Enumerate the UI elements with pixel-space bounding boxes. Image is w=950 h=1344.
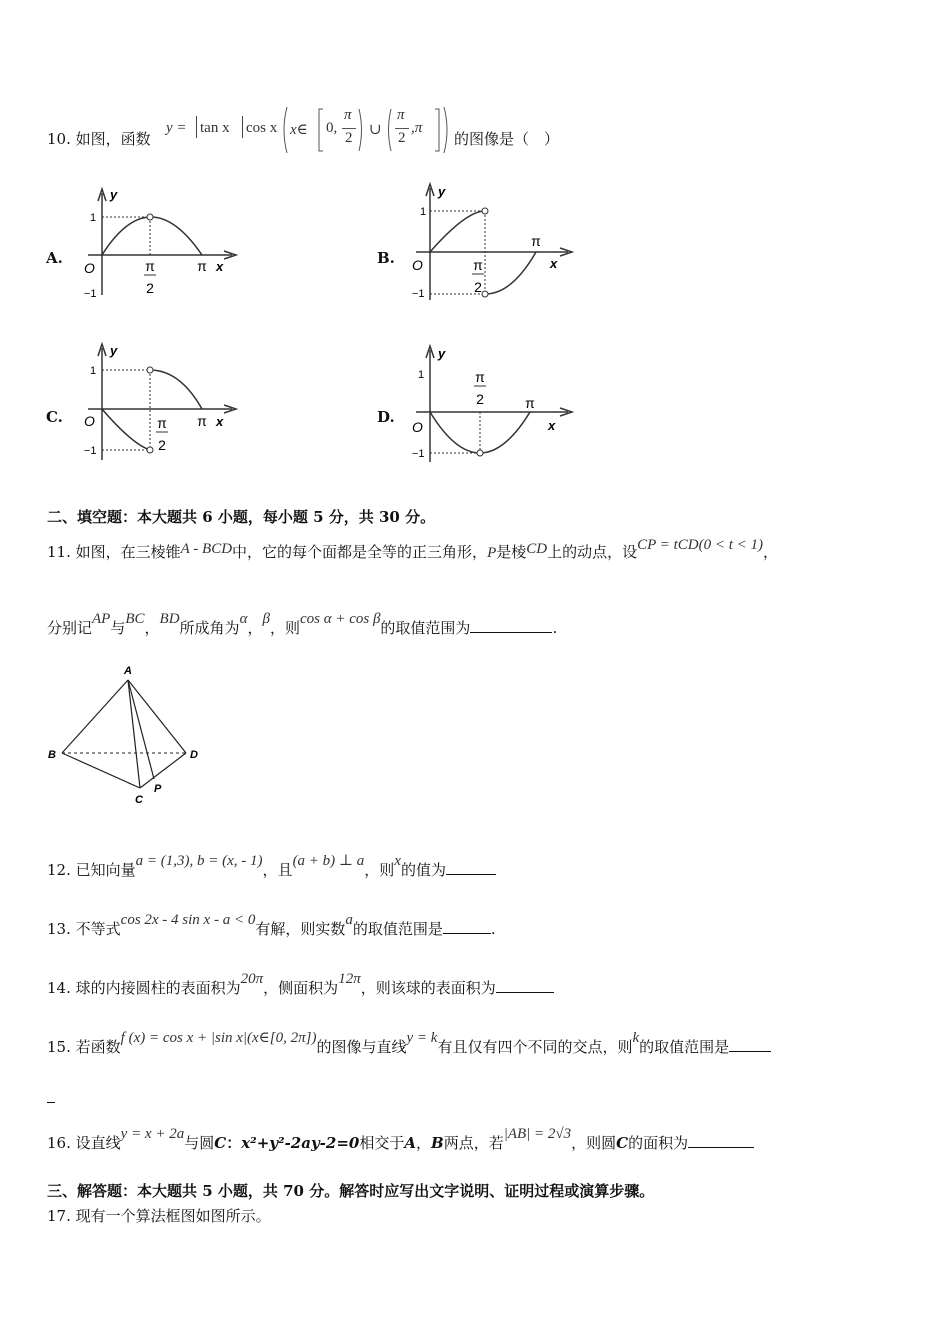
- option-d-half-den: 2: [476, 391, 484, 407]
- q14-formula-2: 12π: [338, 971, 361, 987]
- q11-end: .: [552, 619, 558, 637]
- option-d-pi-label: π: [525, 395, 535, 411]
- q17-text-1: 现有一个算法框图如图所示。: [75, 1207, 271, 1225]
- option-b-origin-label: O: [412, 257, 423, 273]
- q15-number: 15.: [47, 1038, 71, 1056]
- option-a-label[interactable]: A.: [46, 249, 63, 267]
- option-c-origin-label: O: [84, 413, 95, 429]
- section-3-heading: 三、解答题：本大题共 5 小题，共 70 分。解答时应写出文字说明、证明过程或演算步骤。: [47, 1182, 655, 1200]
- q16-text-4: 相交于: [359, 1134, 405, 1152]
- option-c-neg-label: −1: [84, 445, 97, 457]
- option-c-half-den: 2: [158, 437, 166, 453]
- q15-formula-3: k: [632, 1030, 640, 1046]
- q16-formula-1: y = x + 2a: [120, 1126, 185, 1142]
- q11-number: 11.: [47, 543, 71, 561]
- q10-formula-cup: ∪: [369, 122, 382, 138]
- q16-circle-name: C: [214, 1134, 227, 1152]
- option-a-origin-label: O: [84, 260, 95, 276]
- q10-formula-zero: 0,: [326, 120, 338, 136]
- q10-abs-bar-left: [196, 116, 197, 138]
- q10-line: [47, 128, 151, 149]
- option-c-one-label: 1: [90, 365, 97, 377]
- option-d-origin-label: O: [412, 419, 423, 435]
- option-a-y-label: y: [110, 187, 118, 202]
- q10-frac1-den: 2: [345, 130, 353, 146]
- q14-text-2: ，侧面积为: [263, 979, 339, 997]
- option-b-pi-label: π: [531, 233, 541, 249]
- q16-text-5: ，: [416, 1134, 432, 1152]
- option-b-neg-label: −1: [412, 288, 425, 300]
- q15-answer-blank[interactable]: [729, 1037, 771, 1052]
- q11-text-12: 的取值范围为: [380, 619, 471, 637]
- q16-number: 16.: [47, 1134, 71, 1152]
- q14-answer-blank[interactable]: [496, 978, 554, 993]
- q10-frac1-num: π: [344, 107, 352, 123]
- q11-label-a: A: [124, 665, 132, 677]
- q10-bracket-left: [318, 108, 324, 152]
- q14-formula-1: 20π: [240, 971, 264, 987]
- option-b-x-label: x: [550, 256, 558, 271]
- q12-text-4: 的值为: [400, 861, 446, 879]
- q11-formula-7: BD: [159, 611, 180, 627]
- q17-number: 17.: [47, 1207, 71, 1225]
- option-b-one-label: 1: [420, 206, 427, 218]
- option-c-graph: [80, 340, 240, 465]
- option-c-half-num: π: [157, 415, 167, 431]
- option-b-y-label: y: [438, 184, 446, 199]
- q11-label-p: P: [154, 783, 162, 795]
- q15-text-4: 的取值范围是: [639, 1038, 730, 1056]
- option-a-pi-label: π: [197, 258, 207, 274]
- option-d-graph: [408, 342, 578, 467]
- q10-number: 10.: [47, 130, 71, 148]
- q11-text-5: ，: [763, 543, 779, 561]
- q10-paren-right: [443, 106, 451, 154]
- q10-frac2-num: π: [397, 107, 405, 123]
- option-d-x-label: x: [548, 418, 556, 433]
- q11-text-2: 中，它的每个面都是全等的正三角形，: [232, 543, 488, 561]
- q12-text-3: ，则: [364, 861, 395, 879]
- q12-formula-3: x: [394, 853, 401, 869]
- q10-frac1-bar: [342, 128, 356, 129]
- q12-line: [47, 853, 496, 880]
- option-d-one-label: 1: [418, 369, 425, 381]
- option-b-half-den: 2: [474, 279, 482, 295]
- option-c-pi-label: π: [197, 413, 207, 429]
- q16-text-8: 的面积为: [628, 1134, 689, 1152]
- option-d-half-num: π: [475, 369, 485, 385]
- q12-formula-2: (a + b) ⊥ a: [292, 853, 365, 869]
- q10-paren-mid-close: [358, 108, 365, 152]
- q10-formula-lhs: y =: [166, 120, 187, 136]
- q10-abs-bar-right: [242, 116, 243, 138]
- q11-label-c: C: [135, 794, 143, 806]
- q11-formula-2: P: [487, 545, 497, 561]
- q12-answer-blank[interactable]: [446, 860, 496, 875]
- option-d-label[interactable]: D.: [377, 408, 395, 426]
- q11-formula-9: β: [262, 611, 270, 627]
- q15-formula-1: f (x) = cos x + |sin x|(x∈[0, 2π]): [120, 1030, 317, 1046]
- q16-circle-equation: x²+y²-2ay-2=0: [241, 1134, 360, 1152]
- q11-formula-6: BC: [125, 611, 145, 627]
- q12-text-2: ，且: [262, 861, 293, 879]
- q14-line: [47, 971, 554, 998]
- q11-text-9: 所成角为: [179, 619, 240, 637]
- q14-text-3: ，则该球的表面积为: [360, 979, 496, 997]
- q11-text-3: 是棱: [496, 543, 527, 561]
- q13-text-2: 有解，则实数: [255, 920, 346, 938]
- q10-prefix: 如图，函数: [75, 130, 151, 148]
- q16-text-3: ：: [226, 1134, 242, 1152]
- q13-formula-2: a: [345, 912, 353, 928]
- q11-formula-8: α: [239, 611, 248, 627]
- q11-text-11: ，则: [269, 619, 300, 637]
- q13-number: 13.: [47, 920, 71, 938]
- q10-formula-tan: tan x: [200, 120, 230, 136]
- q11-answer-blank[interactable]: [470, 618, 552, 633]
- option-a-x-label: x: [216, 259, 224, 274]
- q16-circle-name-2: C: [616, 1134, 629, 1152]
- option-d-y-label: y: [438, 346, 446, 361]
- q10-frac2-den: 2: [398, 130, 406, 146]
- q13-text-1: 不等式: [75, 920, 121, 938]
- q15-text-3: 有且仅有四个不同的交点，则: [437, 1038, 633, 1056]
- q11-tetrahedron-figure: [44, 660, 214, 810]
- q10-paren-mid-open: [385, 108, 392, 152]
- q13-answer-blank[interactable]: [443, 919, 491, 934]
- q15-formula-2: y = k: [406, 1030, 438, 1046]
- option-a-half-num: π: [145, 258, 155, 274]
- q13-formula-1: cos 2x - 4 sin x - a < 0: [120, 912, 256, 928]
- q16-line: [47, 1126, 754, 1153]
- option-d-neg-label: −1: [412, 448, 425, 460]
- q11-text-10: ，: [247, 619, 263, 637]
- q13-text-3: 的取值范围是: [352, 920, 443, 938]
- q15-answer-blank-continued[interactable]: [47, 1088, 55, 1103]
- q16-text-2: 与圆: [184, 1134, 215, 1152]
- option-a-neg-label: −1: [84, 288, 97, 300]
- q16-formula-2: |AB| = 2√3: [503, 1126, 572, 1142]
- q10-bracket-right: [434, 108, 440, 152]
- q10-formula-comma-pi: ,π: [411, 120, 423, 136]
- q15-line: [47, 1030, 771, 1057]
- q11-line-1: [47, 537, 779, 562]
- option-b-label[interactable]: B.: [377, 249, 395, 267]
- option-a-graph: [80, 185, 240, 305]
- q13-line: [47, 912, 496, 939]
- q16-text-7: ，则圆: [571, 1134, 617, 1152]
- q12-text-1: 已知向量: [75, 861, 136, 879]
- q16-text-6: 两点，若: [443, 1134, 504, 1152]
- option-c-label[interactable]: C.: [46, 408, 63, 426]
- section-2-heading: 二、填空题：本大题共 6 小题，每小题 5 分，共 30 分。: [47, 508, 436, 526]
- q11-text-1: 如图，在三棱锥: [75, 543, 181, 561]
- q17-line: [47, 1205, 271, 1226]
- q11-formula-10: cos α + cos β: [299, 611, 381, 627]
- q11-text-7: 与: [110, 619, 126, 637]
- q10-formula: [166, 104, 456, 156]
- q11-label-b: B: [48, 749, 56, 761]
- q10-frac2-bar: [395, 128, 409, 129]
- q10-formula-cos: cos x: [246, 120, 278, 136]
- q11-line-2: [47, 611, 558, 638]
- option-b-half-num: π: [473, 257, 483, 273]
- q11-text-6: 分别记: [47, 619, 93, 637]
- q10-paren-left: [280, 106, 288, 154]
- q11-label-d: D: [190, 749, 198, 761]
- q16-point-a: A: [404, 1134, 416, 1152]
- option-c-y-label: y: [110, 343, 118, 358]
- q11-text-4: 上的动点，设: [547, 543, 638, 561]
- option-a-one-label: 1: [90, 212, 97, 224]
- q11-formula-4: CP = tCD(0 < t < 1): [637, 537, 764, 553]
- q11-formula-3: CD: [526, 541, 548, 557]
- q16-text-1: 设直线: [75, 1134, 121, 1152]
- q15-text-1: 若函数: [75, 1038, 121, 1056]
- q13-end: .: [490, 920, 496, 938]
- q10-formula-cond: x∈: [290, 122, 308, 138]
- option-c-x-label: x: [216, 414, 224, 429]
- q11-text-8: ，: [144, 619, 160, 637]
- q10-suffix: 的图像是（ ）: [454, 130, 560, 148]
- q11-formula-5: AP: [92, 611, 111, 627]
- option-a-half-den: 2: [146, 280, 154, 296]
- q12-number: 12.: [47, 861, 71, 879]
- q11-formula-1: A - BCD: [180, 541, 233, 557]
- q14-number: 14.: [47, 979, 71, 997]
- q16-point-b: B: [431, 1134, 444, 1152]
- q14-text-1: 球的内接圆柱的表面积为: [75, 979, 241, 997]
- q16-answer-blank[interactable]: [688, 1133, 754, 1148]
- option-b-graph: [408, 180, 578, 305]
- q12-formula-1: a = (1,3), b = (x, - 1): [135, 853, 263, 869]
- q15-text-2: 的图像与直线: [316, 1038, 407, 1056]
